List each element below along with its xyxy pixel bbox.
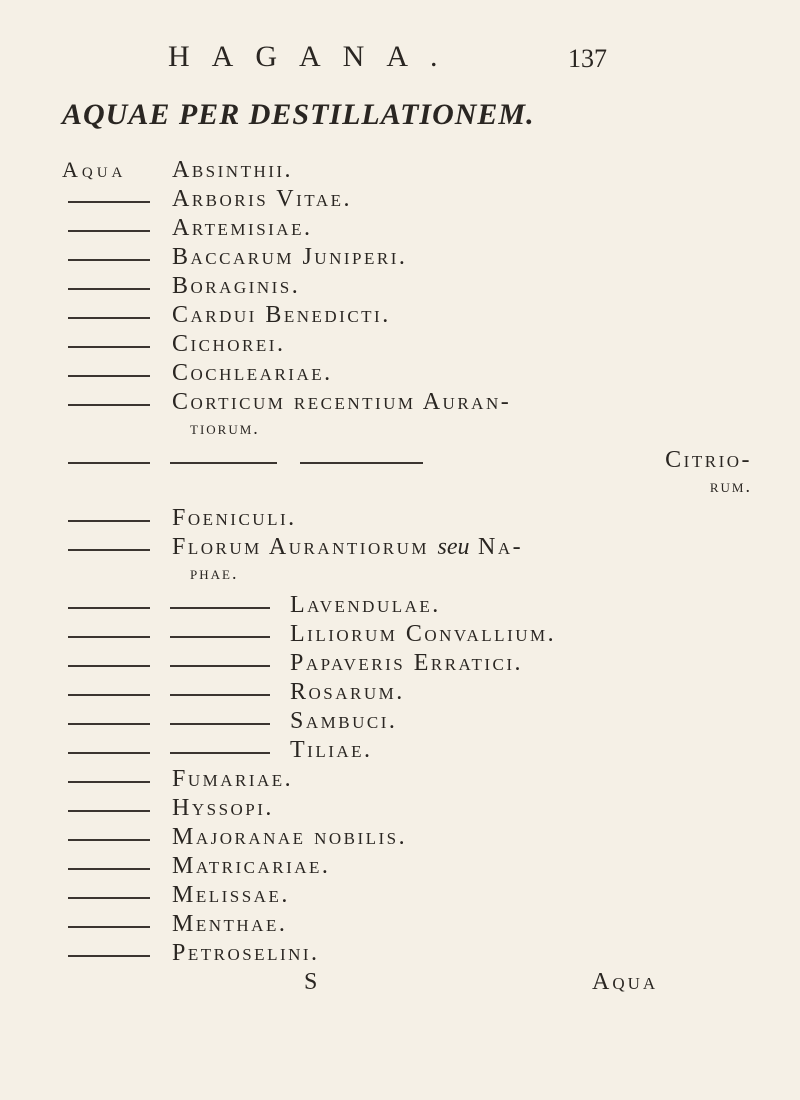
list-item [60, 911, 760, 940]
list-item [60, 824, 760, 853]
ditto-dash [68, 694, 150, 696]
list-item [60, 592, 760, 621]
list-item [60, 940, 760, 969]
entry-text: Boraginis. [172, 273, 301, 299]
entry-text: Liliorum Convallium. [290, 621, 557, 647]
ditto-dash [68, 781, 150, 783]
ditto-dash [68, 897, 150, 899]
ditto-dash [68, 462, 150, 464]
list-item [60, 273, 760, 302]
entry-continuation: tiorum. [190, 418, 260, 438]
list-item [60, 679, 760, 708]
ditto-dash [68, 520, 150, 522]
entry-text: Sambuci. [290, 708, 398, 734]
entry-continuation: phae. [190, 563, 239, 583]
entry-text: Foeniculi. [172, 505, 297, 531]
list-item [60, 331, 760, 360]
ditto-dash [68, 404, 150, 406]
entry-text: Lavendulae. [290, 592, 441, 618]
entry-text: Petroselini. [172, 940, 320, 966]
ditto-dash [170, 752, 270, 754]
list-item [60, 853, 760, 882]
entry-text [172, 534, 523, 561]
entry-text: Baccarum Juniperi. [172, 244, 408, 270]
entry-text: Cochleariae. [172, 360, 333, 386]
list-item [60, 650, 760, 679]
entry-text: Fumariae. [172, 766, 294, 792]
entry-text: Arboris Vitae. [172, 186, 352, 212]
entry-text: Majoranae nobilis. [172, 824, 408, 850]
entry-text: Cichorei. [172, 331, 286, 357]
ditto-dash [68, 201, 150, 203]
entry-text: Citrio- [665, 447, 752, 473]
ditto-dash [68, 723, 150, 725]
entry-text: Papaveris Erratici. [290, 650, 523, 676]
list-item [60, 534, 760, 563]
list-item [60, 447, 760, 476]
list-item [60, 244, 760, 273]
entry-text: Corticum recentium Auran- [172, 389, 512, 415]
list-item [60, 708, 760, 737]
entry-tail: Na- [477, 534, 524, 560]
ditto-dash [68, 955, 150, 957]
page-number: 137 [568, 44, 607, 73]
ditto-dash [68, 375, 150, 377]
catchword: Aqua [592, 969, 659, 995]
list-item [60, 157, 760, 186]
entry-text: Rosarum. [290, 679, 405, 705]
list-item [60, 215, 760, 244]
ditto-dash [68, 810, 150, 812]
lead-word: Aqua [62, 157, 127, 182]
ditto-dash [170, 636, 270, 638]
ditto-dash [170, 462, 277, 464]
list-item [60, 389, 760, 418]
ditto-dash [68, 230, 150, 232]
list-item [60, 360, 760, 389]
ditto-dash [68, 259, 150, 261]
list-item [60, 795, 760, 824]
ditto-dash [68, 665, 150, 667]
page-footer [60, 969, 760, 1001]
entry-main: Florum Aurantiorum [172, 534, 429, 560]
ditto-dash [300, 462, 423, 464]
page-title: AQUAE PER DESTILLATIONEM. [62, 98, 535, 131]
page-header [168, 40, 628, 80]
list-item [60, 621, 760, 650]
ditto-dash [170, 694, 270, 696]
list-item-continuation [60, 418, 760, 447]
entry-text: Menthae. [172, 911, 288, 937]
entry-continuation: rum. [709, 476, 752, 496]
entry-conjunction: seu [437, 534, 470, 560]
list-item-continuation [60, 476, 760, 505]
list-item [60, 737, 760, 766]
ditto-dash [68, 346, 150, 348]
entry-list [60, 157, 760, 1001]
entry-text: Cardui Benedicti. [172, 302, 391, 328]
ditto-dash [68, 288, 150, 290]
ditto-dash [68, 868, 150, 870]
list-item [60, 766, 760, 795]
ditto-dash [68, 839, 150, 841]
list-item [60, 186, 760, 215]
ditto-dash [68, 926, 150, 928]
entry-text: Absinthii. [172, 157, 294, 183]
ditto-dash [170, 665, 270, 667]
ditto-dash [68, 317, 150, 319]
list-item [60, 505, 760, 534]
entry-text: Hyssopi. [172, 795, 274, 821]
signature-mark: S [304, 969, 318, 995]
ditto-dash [68, 607, 150, 609]
ditto-dash [68, 549, 150, 551]
list-item-continuation [60, 563, 760, 592]
running-head: HAGANA. [168, 40, 460, 73]
ditto-dash [68, 752, 150, 754]
ditto-dash [68, 636, 150, 638]
list-item [60, 882, 760, 911]
entry-text: Artemisiae. [172, 215, 313, 241]
entry-text: Tiliae. [290, 737, 373, 763]
list-item [60, 302, 760, 331]
entry-text: Melissae. [172, 882, 290, 908]
ditto-dash [170, 723, 270, 725]
entry-text: Matricariae. [172, 853, 331, 879]
ditto-dash [170, 607, 270, 609]
